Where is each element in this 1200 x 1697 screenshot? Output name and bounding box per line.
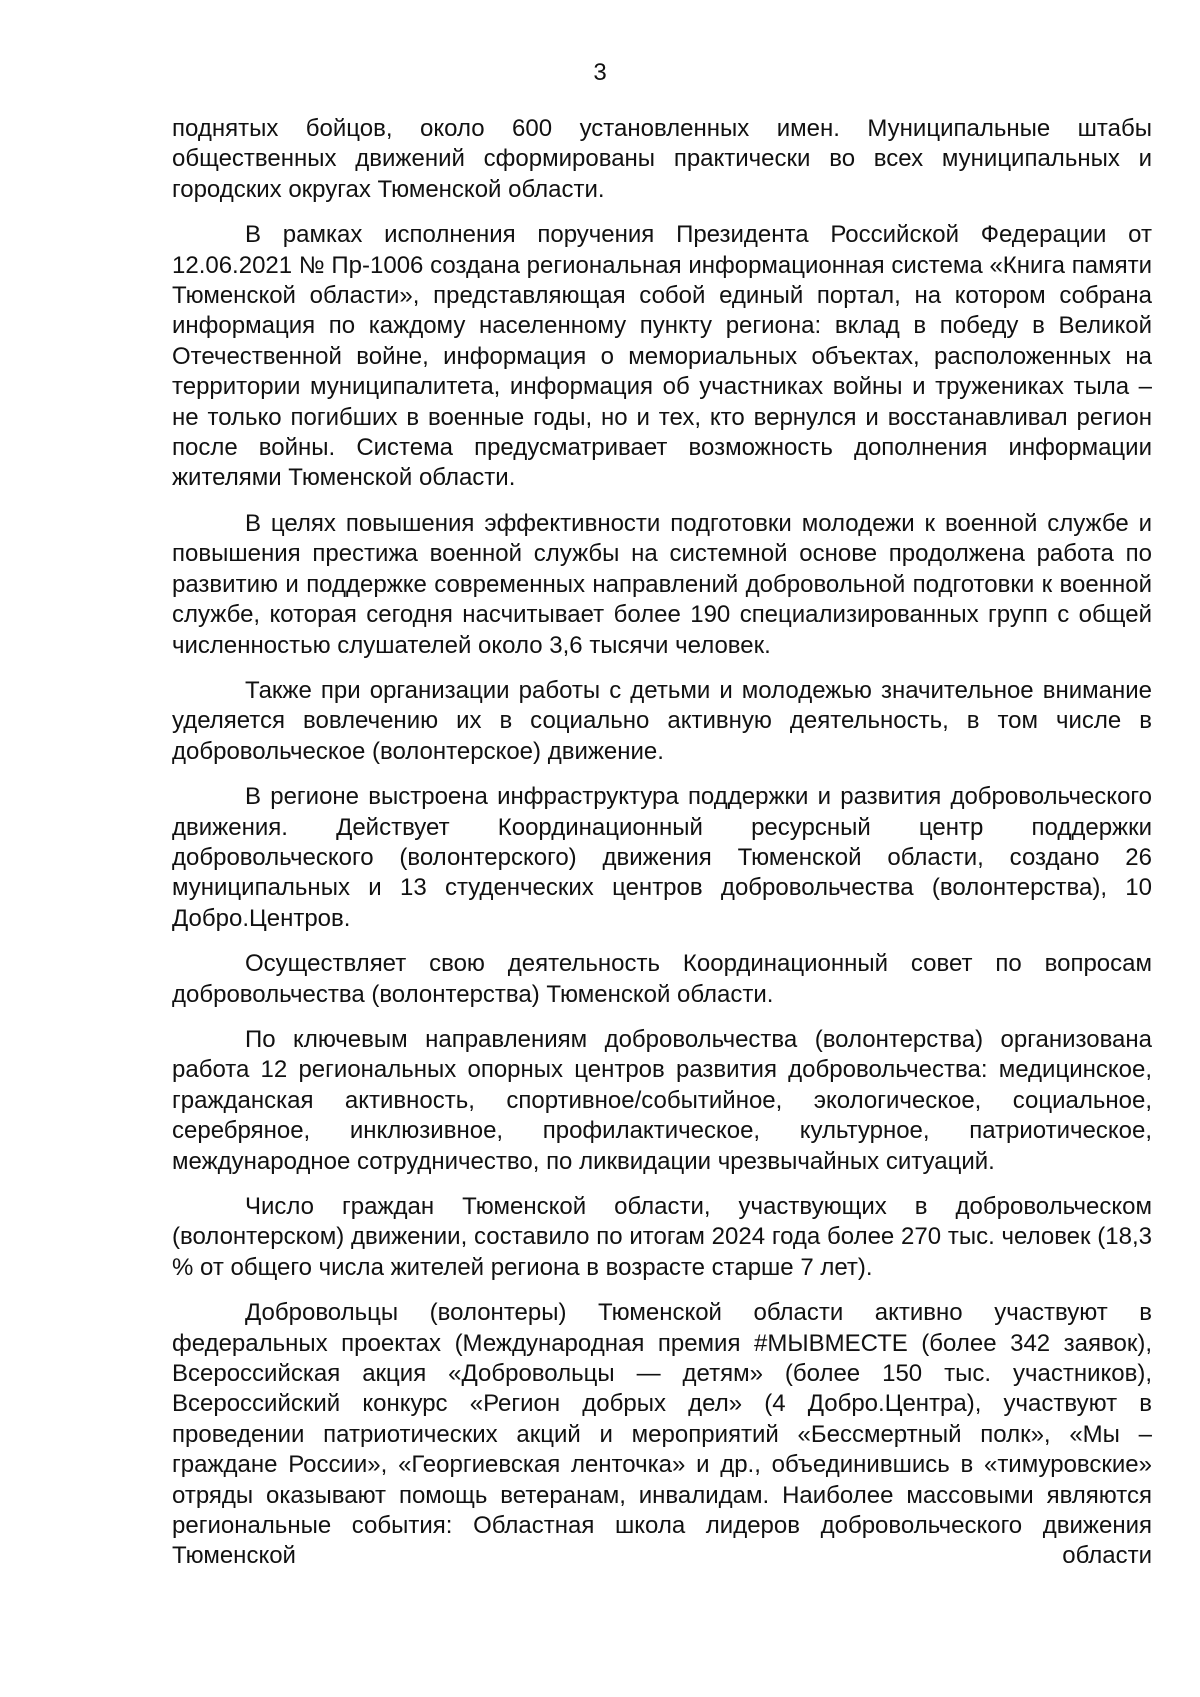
paragraph: По ключевым направлениям добровольчества (волонтерства) организована работа 12 региональных опорных центров развития добровольчества: медицинское, гражданская активность, спортивное/событийное, экологическое, социальное, серебряное, инклюзивное, профилактическое, культурное, патриотическое, международное сотрудничество, по ликвидации чрезвычайных ситуаций. [172,1025,1152,1175]
page-number: 3 [593,59,607,86]
paragraph: Число граждан Тюменской области, участвующих в добровольческом (волонтерском) движении, составило по итогам 2024 года более 270 тыс. человек (18,3 % от общего числа жителей региона в возрасте старше 7 лет). [172,1193,1152,1281]
paragraph: В рамках исполнения поручения Президента Российской Федерации от 12.06.2021 № Пр-1006 создана региональная информационная система «Книга памяти Тюменской области», представляющая собой единый портал, на котором собрана информация по каждому населенному пункту региона: вклад в победу в Великой Отечественной войне, информация о мемориальных объектах, расположенных на территории муниципалитета, информация об участниках войны и тружениках тыла – не только погибших в военные годы, но и тех, кто вернулся и восстанавливал регион после войны. Система предусматривает возможность дополнения информации жителями Тюменской области. [172,221,1152,492]
document-body [172,114,1152,1587]
paragraph: Осуществляет свою деятельность Координационный совет по вопросам добровольчества (волонтерства) Тюменской области. [172,950,1152,1008]
paragraph: В регионе выстроена инфраструктура поддержки и развития добровольческого движения. Действует Координационный ресурсный центр поддержки добровольческого (волонтерского) движения Тюменской области, создано 26 муниципальных и 13 студенческих центров добровольчества (волонтерства), 10 Добро.Центров. [172,783,1152,932]
paragraph: В целях повышения эффективности подготовки молодежи к военной службе и повышения престижа военной службы на системной основе продолжена работа по развитию и поддержке современных направлений добровольной подготовки к военной службе, которая сегодня насчитывает более 190 специализированных групп с общей численностью слушателей около 3,6 тысячи человек. [172,509,1152,659]
paragraph: Также при организации работы с детьми и молодежью значительное внимание уделяется вовлечению их в социально активную деятельность, в том числе в добровольческое (волонтерское) движение. [172,676,1152,765]
paragraph: поднятых бойцов, около 600 установленных имен. Муниципальные штабы общественных движений сформированы практически во всех муниципальных и городских округах Тюменской области. [172,115,1152,203]
paragraph: Добровольцы (волонтеры) Тюменской области активно участвуют в федеральных проектах (Международная премия #МЫВМЕСТЕ (более 342 заявок), Всероссийская акция «Добровольцы — детям» (более 150 тыс. участников), Всероссийский конкурс «Регион добрых дел» (4 Добро.Центра), участвуют в проведении патриотических акций и мероприятий «Бессмертный полк», «Мы – граждане России», «Георгиевская ленточка» и др., объединившись в «тимуровские» отряды оказывают помощь ветеранам, инвалидам. Наиболее массовыми являются региональные события: Областная школа лидеров добровольческого движения Тюменской области [172,1299,1152,1570]
